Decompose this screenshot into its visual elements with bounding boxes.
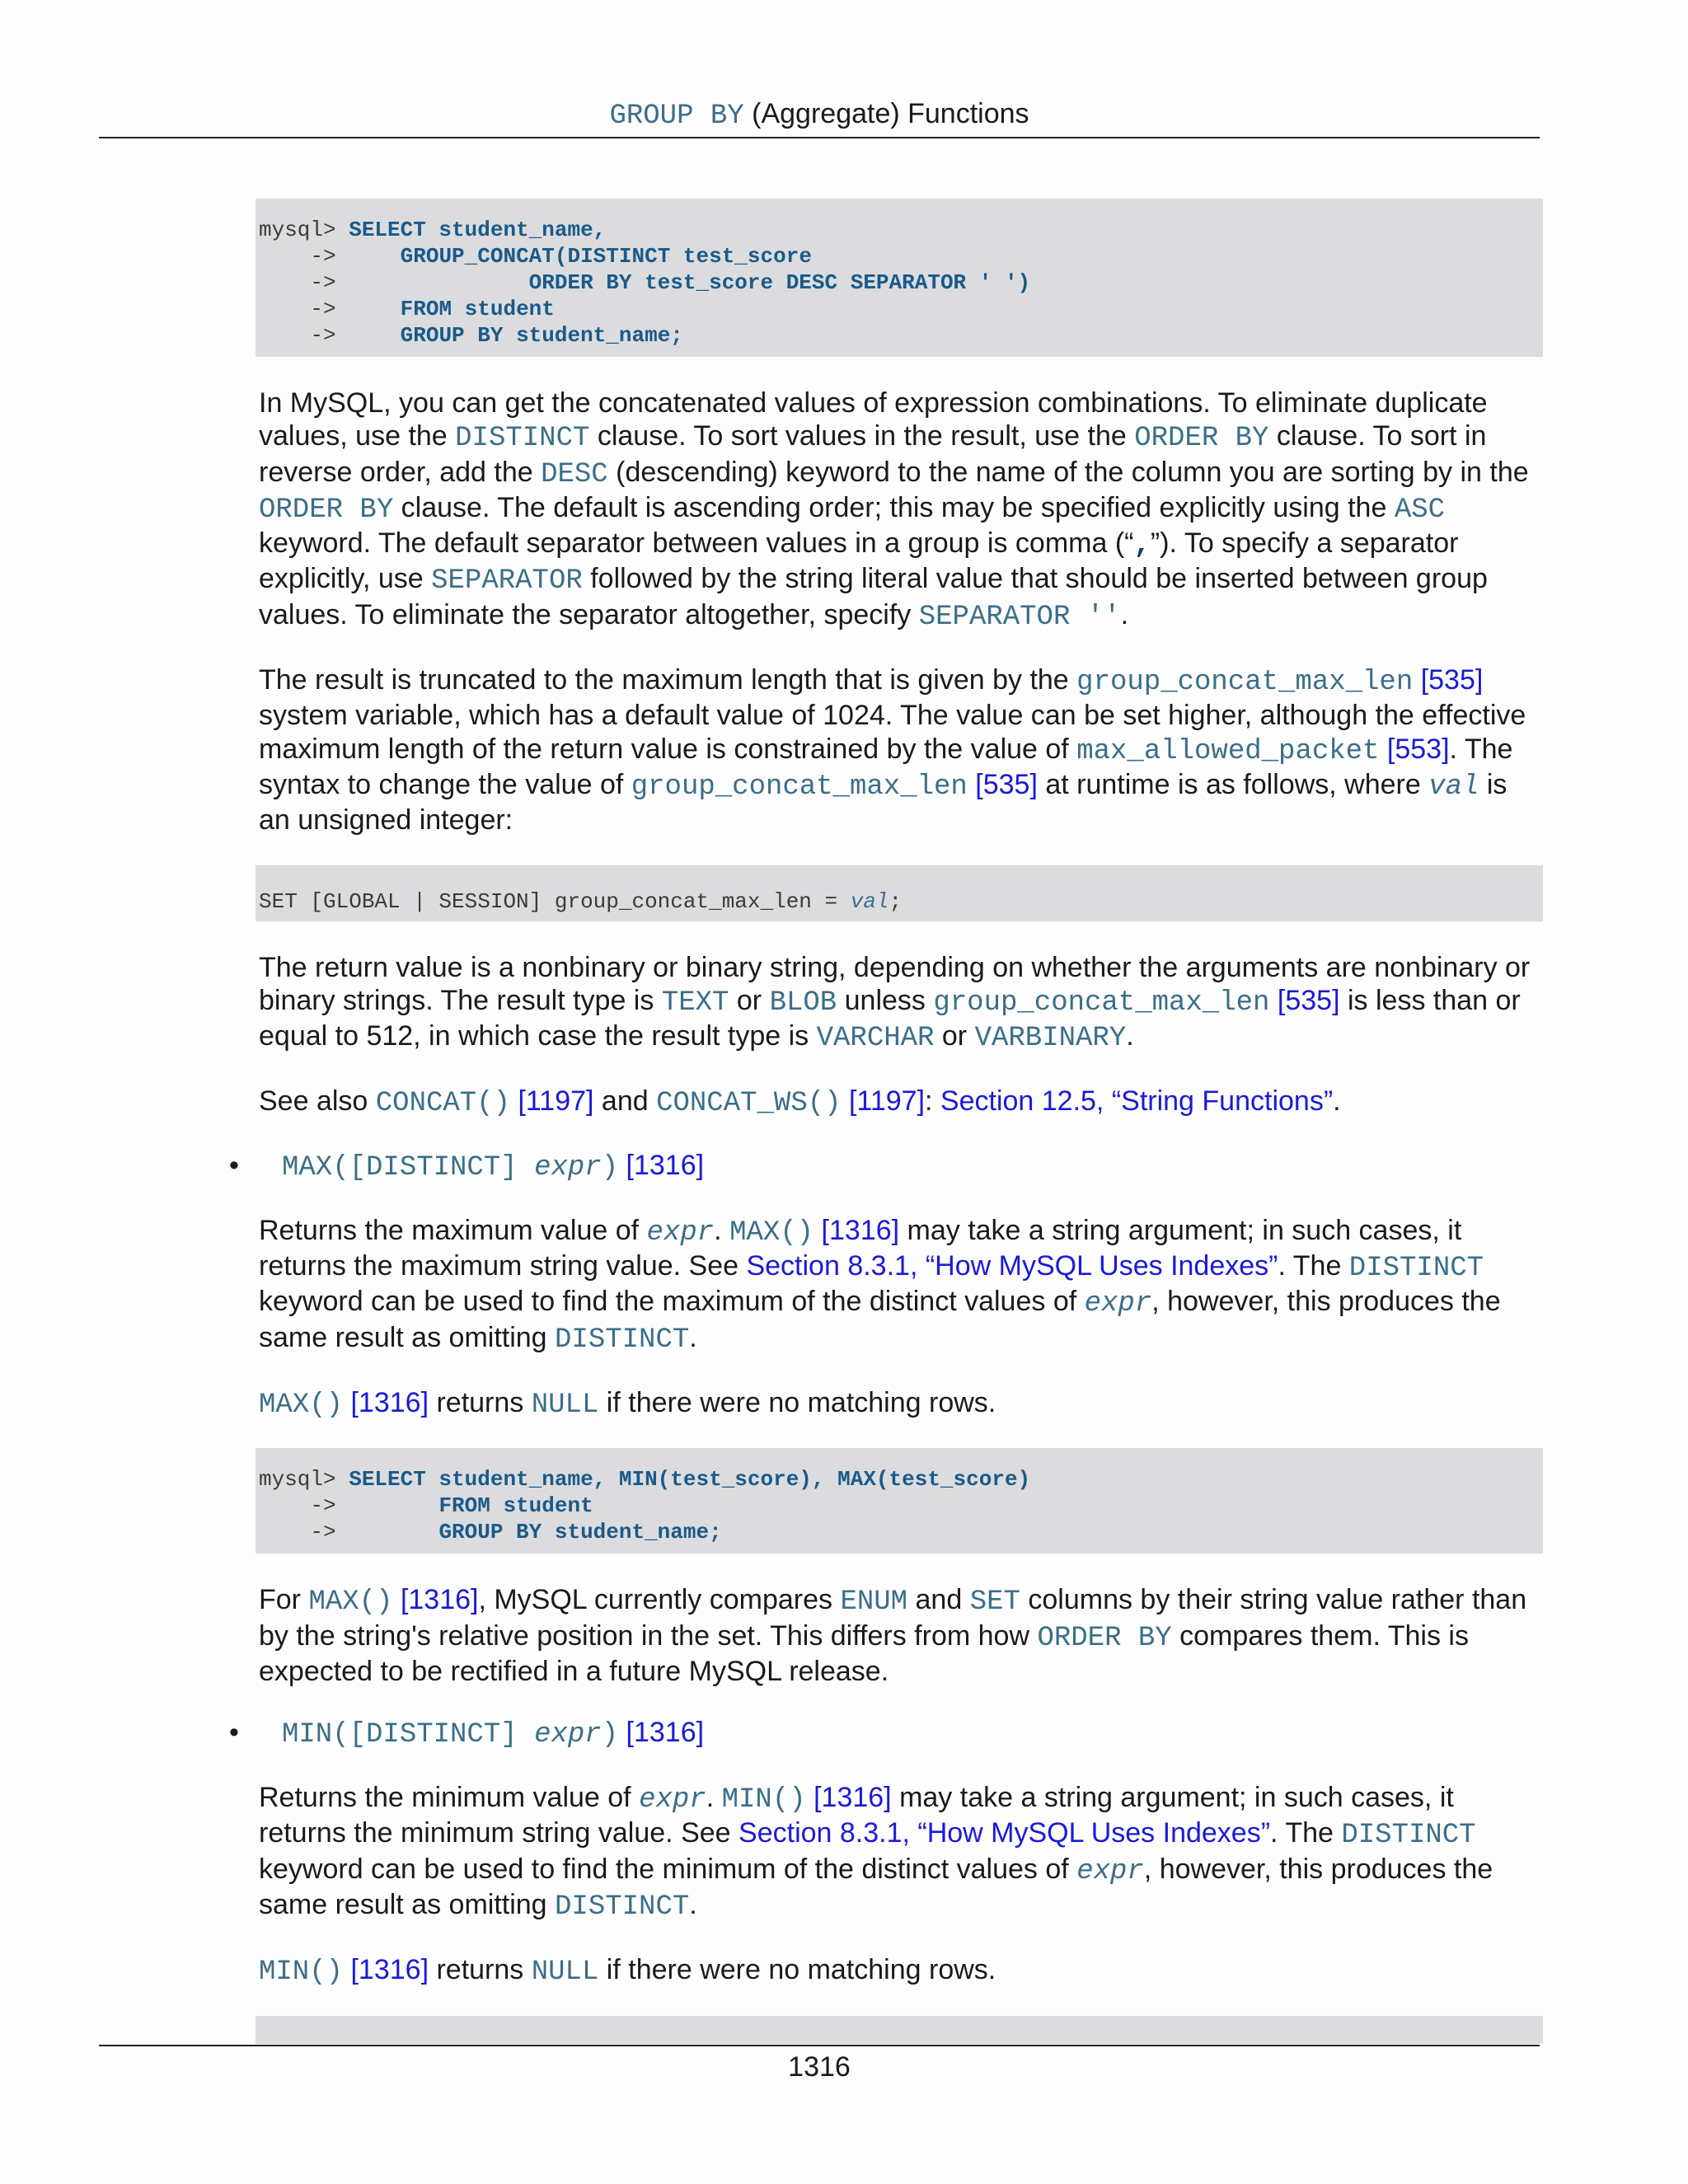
paragraph-min-null: MIN() [1316] returns NULL if there were no matching rows. — [259, 1954, 996, 1989]
ref-link[interactable]: [1316] — [814, 1782, 892, 1814]
paragraph-see-also: See also CONCAT() [1197] and CONCAT_WS() [1197]: Section 12.5, “String Functions”. — [259, 1085, 1341, 1120]
ref-link[interactable]: [1197] — [848, 1085, 925, 1118]
paragraph-group-concat-options: In MySQL, you can get the concatenated values of expression combinations. To eliminate duplicate values, use the DISTINCT clause. To sort values in the result, use the ORDER BY clause. To sort in reverse order, add the DESC (descending) keyword to the name of the column you are sorting by in the ORDER BY clause. The default is ascending order; this may be specified explicitly using the ASC keyword. The default separator between values in a group is comma (“,”). To specify a separator explicitly, use SEPARATOR followed by the string literal value that should be inserted between group values. To eliminate the separator altogether, specify SEPARATOR ''. — [259, 387, 1529, 633]
ref-link[interactable]: [535] — [975, 768, 1038, 800]
paragraph-max-enum: For MAX() [1316], MySQL currently compares ENUM and SET columns by their string value rather than by the string's relative position in the set. This differs from how ORDER BY compares them. This is expected to be rectified in a future MySQL release. — [259, 1584, 1527, 1687]
ref-link[interactable]: [1316] — [350, 1954, 429, 1986]
bullet-icon: • — [229, 1717, 239, 1749]
ref-link[interactable]: [1316] — [350, 1386, 429, 1418]
ref-link[interactable]: [535] — [1277, 984, 1340, 1016]
bullet-icon: • — [229, 1149, 239, 1181]
paragraph-max-null: MAX() [1316] returns NULL if there were no matching rows. — [259, 1386, 996, 1421]
ref-link[interactable]: [553] — [1386, 733, 1450, 765]
code-block-continued — [256, 2016, 1543, 2044]
ref-link[interactable]: [1316] — [626, 1717, 705, 1749]
footer-rule — [99, 2045, 1540, 2046]
section-link-indexes[interactable]: Section 8.3.1, “How MySQL Uses Indexes” — [738, 1817, 1271, 1849]
list-item-max: • MAX([DISTINCT] expr) [1316] — [229, 1149, 705, 1183]
header-code: GROUP BY — [609, 101, 744, 132]
section-link-string-functions[interactable]: Section 12.5, “String Functions” — [940, 1085, 1334, 1118]
page-number: 1316 — [788, 2051, 851, 2083]
ref-link[interactable]: [1316] — [626, 1149, 705, 1181]
running-header — [99, 96, 1540, 134]
paragraph-max-description: Returns the maximum value of expr. MAX() [1316] may take a string argument; in such cases, it returns the maximum string value. See Section 8.3.1, “How MySQL Uses Indexes”. The DISTINCT keyword can be used to find the maximum of the distinct values of expr, however, this produces the same result as omitting DISTINCT. — [259, 1214, 1501, 1356]
section-link-indexes[interactable]: Section 8.3.1, “How MySQL Uses Indexes” — [746, 1250, 1278, 1282]
code-block-group-concat: mysql> SELECT student_name, -> GROUP_CONCAT(DISTINCT test_score -> ORDER BY test_score DESC SEPARATOR ' ') -> FROM student -> GROUP BY student_name; — [256, 199, 1543, 357]
ref-link[interactable]: [1197] — [518, 1085, 594, 1118]
paragraph-return-type: The return value is a nonbinary or binary string, depending on whether the arguments are nonbinary or binary strings. The result type is TEXT or BLOB unless group_concat_max_len [535] is less than or equal to 512, in which case the result type is VARCHAR or VARBINARY. — [259, 951, 1531, 1055]
code-block-min-max: mysql> SELECT student_name, MIN(test_score), MAX(test_score) -> FROM student -> GROUP BY student_name; — [256, 1448, 1543, 1554]
header-rule — [99, 137, 1540, 138]
main-content — [229, 199, 1543, 2044]
code-block-set-variable: SET [GLOBAL | SESSION] group_concat_max_len = val; — [256, 865, 1543, 921]
ref-link[interactable]: [1316] — [821, 1214, 900, 1246]
ref-link[interactable]: [1316] — [400, 1584, 479, 1616]
list-item-min: • MIN([DISTINCT] expr) [1316] — [229, 1717, 705, 1751]
paragraph-truncation: The result is truncated to the maximum length that is given by the group_concat_max_len [535] system variable, which has a default value of 1024. The value can be set higher, although the effective maximum length of the return value is constrained by the value of max_allowed_packet [553]. The syntax to change the value of group_concat_max_len [535] at runtime is as follows, where val is an unsigned integer: — [259, 664, 1526, 837]
header-title: (Aggregate) Functions — [752, 98, 1029, 129]
paragraph-min-description: Returns the minimum value of expr. MIN() [1316] may take a string argument; in such cases, it returns the minimum string value. See Section 8.3.1, “How MySQL Uses Indexes”. The DISTINCT keyword can be used to find the minimum of the distinct values of expr, however, this produces the same result as omitting DISTINCT. — [259, 1782, 1493, 1924]
ref-link[interactable]: [535] — [1420, 664, 1484, 696]
